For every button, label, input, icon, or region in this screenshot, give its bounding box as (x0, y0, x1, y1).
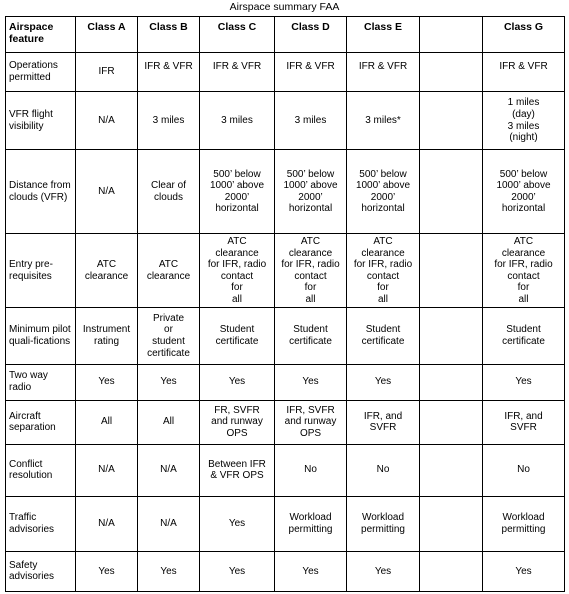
table-row (6, 400, 565, 444)
row-feature-label: Minimum pilot quali-fications (6, 308, 76, 364)
airspace-summary-table (5, 16, 565, 592)
cell-class-e: ATC clearance for IFR, radio contact for all (347, 234, 420, 308)
cell-class-d: No (275, 444, 347, 496)
cell-class-a: N/A (76, 496, 138, 551)
cell-class-e: No (347, 444, 420, 496)
table-row (6, 53, 565, 92)
cell-blank (420, 92, 483, 150)
cell-class-g: 1 miles (day) 3 miles (night) (483, 92, 565, 150)
cell-class-b: IFR & VFR (138, 53, 200, 92)
row-feature-label: VFR flight visibility (6, 92, 76, 150)
cell-class-g: Student certificate (483, 308, 565, 364)
cell-class-g: Yes (483, 364, 565, 400)
cell-class-a: All (76, 400, 138, 444)
cell-class-e: Workload permitting (347, 496, 420, 551)
cell-class-d: 3 miles (275, 92, 347, 150)
table-row (6, 150, 565, 234)
cell-class-d: IFR, SVFR and runway OPS (275, 400, 347, 444)
header-class-c: Class C (200, 17, 275, 53)
cell-class-e: 3 miles* (347, 92, 420, 150)
cell-class-c: 3 miles (200, 92, 275, 150)
row-feature-label: Traffic advisories (6, 496, 76, 551)
cell-class-c: Yes (200, 551, 275, 591)
table-row (6, 308, 565, 364)
row-feature-label: Two way radio (6, 364, 76, 400)
cell-class-c: FR, SVFR and runway OPS (200, 400, 275, 444)
table-row (6, 444, 565, 496)
cell-class-c: 500’ below 1000’ above 2000’ horizontal (200, 150, 275, 234)
row-feature-label: Conflict resolution (6, 444, 76, 496)
cell-class-g: Yes (483, 551, 565, 591)
cell-class-e: Yes (347, 551, 420, 591)
cell-class-b: N/A (138, 444, 200, 496)
cell-class-c: Student certificate (200, 308, 275, 364)
cell-class-b: 3 miles (138, 92, 200, 150)
cell-class-c: IFR & VFR (200, 53, 275, 92)
cell-class-e: 500’ below 1000’ above 2000’ horizontal (347, 150, 420, 234)
cell-class-e: IFR & VFR (347, 53, 420, 92)
cell-class-b: N/A (138, 496, 200, 551)
cell-blank (420, 444, 483, 496)
cell-blank (420, 308, 483, 364)
table-caption: Airspace summary FAA (229, 1, 340, 13)
header-class-b: Class B (138, 17, 200, 53)
cell-class-d: 500’ below 1000’ above 2000’ horizontal (275, 150, 347, 234)
table-row (6, 364, 565, 400)
cell-blank (420, 400, 483, 444)
header-blank (420, 17, 483, 53)
cell-blank (420, 551, 483, 591)
table-row (6, 234, 565, 308)
cell-class-g: ATC clearance for IFR, radio contact for all (483, 234, 565, 308)
header-class-d: Class D (275, 17, 347, 53)
cell-class-b: All (138, 400, 200, 444)
header-airspace-feature: Airspace feature (6, 17, 76, 53)
cell-class-d: Yes (275, 364, 347, 400)
cell-blank (420, 53, 483, 92)
cell-class-d: Workload permitting (275, 496, 347, 551)
cell-class-a: IFR (76, 53, 138, 92)
cell-class-b: Private or student certificate (138, 308, 200, 364)
header-class-g: Class G (483, 17, 565, 53)
row-feature-label: Entry pre-requisites (6, 234, 76, 308)
cell-class-d: Student certificate (275, 308, 347, 364)
cell-class-a: N/A (76, 92, 138, 150)
cell-class-c: Between IFR & VFR OPS (200, 444, 275, 496)
row-feature-label: Operations permitted (6, 53, 76, 92)
cell-class-a: Yes (76, 364, 138, 400)
row-feature-label: Safety advisories (6, 551, 76, 591)
cell-class-c: Yes (200, 496, 275, 551)
cell-class-c: ATC clearance for IFR, radio contact for all (200, 234, 275, 308)
cell-class-e: IFR, and SVFR (347, 400, 420, 444)
cell-class-a: ATC clearance (76, 234, 138, 308)
row-feature-label: Distance from clouds (VFR) (6, 150, 76, 234)
cell-class-g: Workload permitting (483, 496, 565, 551)
cell-class-e: Student certificate (347, 308, 420, 364)
table-row (6, 551, 565, 591)
cell-class-a: N/A (76, 444, 138, 496)
cell-class-d: IFR & VFR (275, 53, 347, 92)
cell-class-e: Yes (347, 364, 420, 400)
cell-class-a: Instrument rating (76, 308, 138, 364)
cell-class-a: Yes (76, 551, 138, 591)
cell-class-d: Yes (275, 551, 347, 591)
cell-class-g: No (483, 444, 565, 496)
header-class-a: Class A (76, 17, 138, 53)
cell-blank (420, 234, 483, 308)
header-class-e: Class E (347, 17, 420, 53)
row-feature-label: Aircraft separation (6, 400, 76, 444)
cell-blank (420, 496, 483, 551)
cell-class-b: Yes (138, 551, 200, 591)
cell-class-b: Clear of clouds (138, 150, 200, 234)
cell-class-a: N/A (76, 150, 138, 234)
cell-class-b: Yes (138, 364, 200, 400)
cell-class-c: Yes (200, 364, 275, 400)
table-row (6, 92, 565, 150)
table-row (6, 496, 565, 551)
cell-blank (420, 150, 483, 234)
cell-class-g: IFR, and SVFR (483, 400, 565, 444)
cell-class-d: ATC clearance for IFR, radio contact for all (275, 234, 347, 308)
cell-class-g: IFR & VFR (483, 53, 565, 92)
cell-class-b: ATC clearance (138, 234, 200, 308)
cell-blank (420, 364, 483, 400)
cell-class-g: 500’ below 1000’ above 2000’ horizontal (483, 150, 565, 234)
header-row (6, 17, 565, 53)
